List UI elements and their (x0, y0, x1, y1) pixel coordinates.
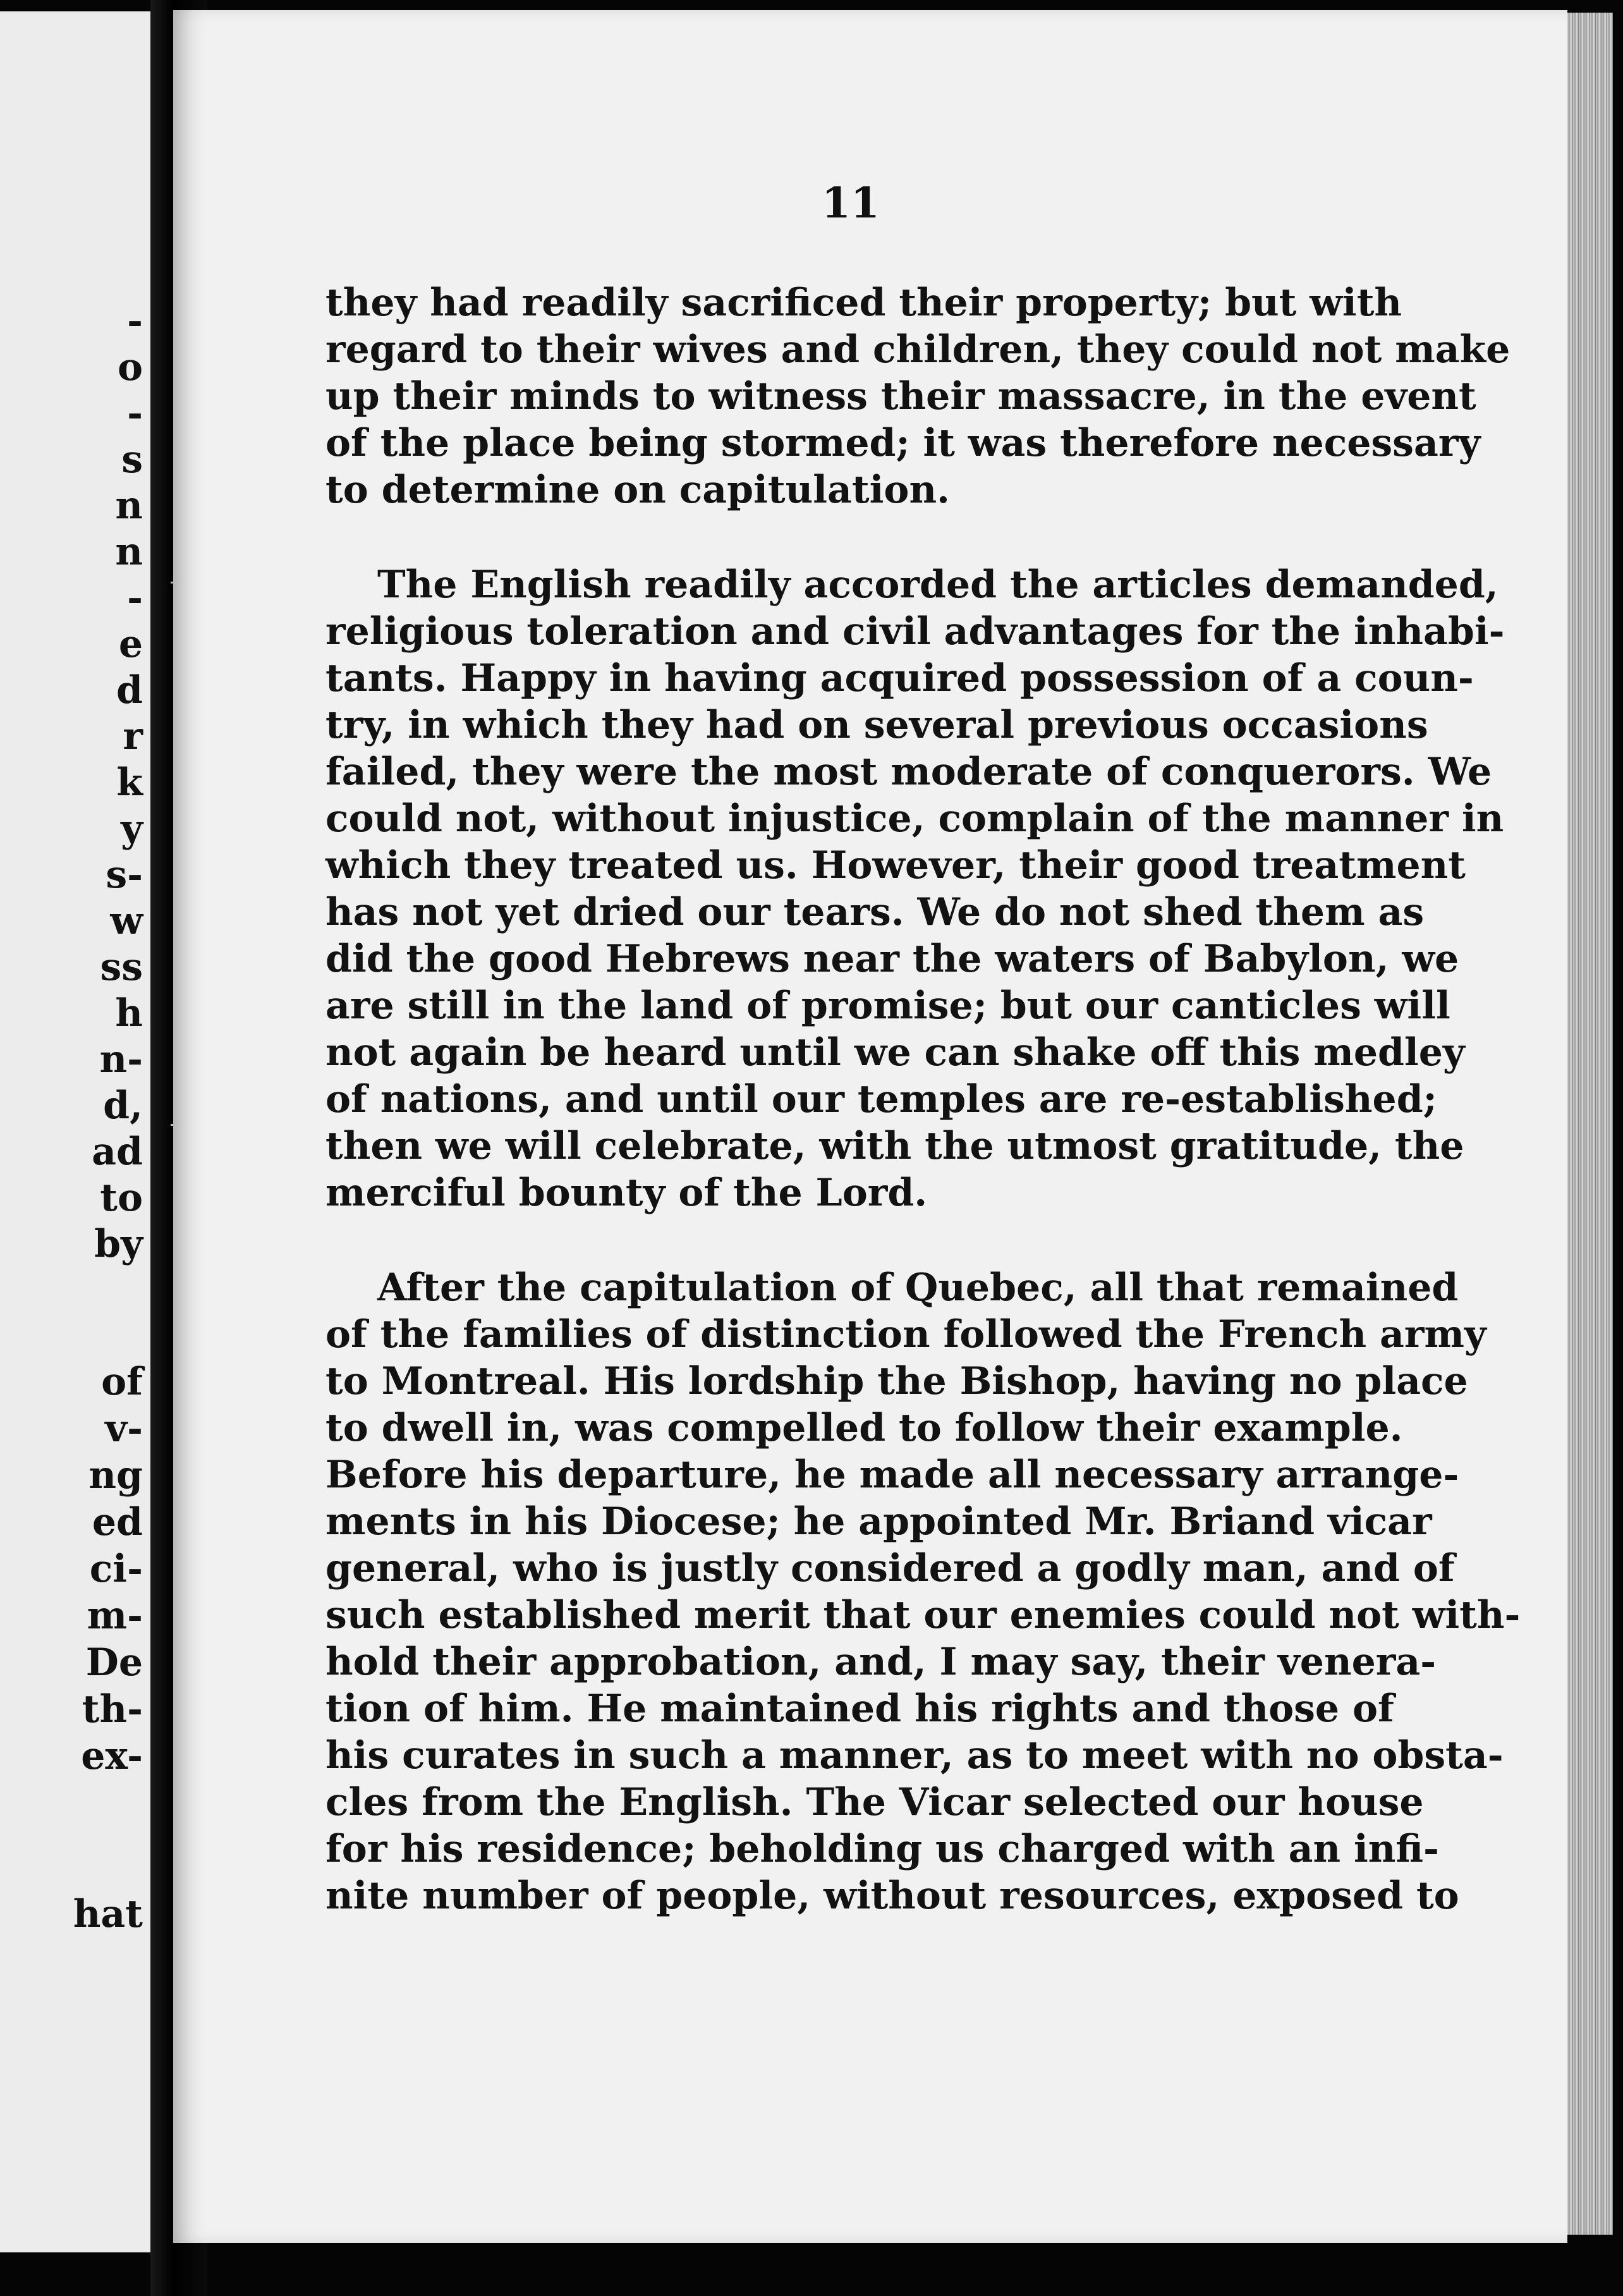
text-line: general, who is justly considered a godly man, and of (325, 1546, 1455, 1591)
previous-page-fragment: n (115, 484, 143, 528)
previous-page-fragment: s (121, 437, 143, 482)
text-line: such established merit that our enemies could not with- (325, 1593, 1521, 1637)
text-line: merciful bounty of the Lord. (325, 1171, 928, 1215)
text-line: ments in his Diocese; he appointed Mr. Briand vicar (325, 1499, 1432, 1544)
previous-page-fragment: - (127, 299, 143, 343)
previous-page-fragment: ss (100, 945, 143, 989)
text-line: could not, without injustice, complain of the manner in (325, 797, 1504, 841)
text-line: which they treated us. However, their good treatment (325, 843, 1466, 888)
text-line: his curates in such a manner, as to meet with no obsta- (325, 1733, 1504, 1778)
previous-page-fragment: De (85, 1640, 143, 1685)
text-line: tion of him. He maintained his rights and those of (325, 1687, 1394, 1731)
text-line: cles from the English. The Vicar selected our house (325, 1780, 1424, 1824)
previous-page-fragment: v- (105, 1407, 143, 1451)
text-line: religious toleration and civil advantages for the inhabi- (325, 609, 1505, 654)
text-line: to dwell in, was compelled to follow their example. (325, 1406, 1403, 1450)
previous-page-fragment: d, (103, 1084, 143, 1128)
text-line: regard to their wives and children, they could not make (325, 327, 1511, 372)
previous-page-fragment: ex- (81, 1734, 143, 1778)
previous-page-fragment: of (101, 1360, 143, 1404)
text-line: failed, they were the most moderate of conquerors. We (325, 750, 1492, 794)
previous-page-fragment: th- (82, 1687, 143, 1731)
previous-page-fragment: to (100, 1176, 143, 1220)
text-line: hold their approbation, and, I may say, their venera- (325, 1640, 1437, 1684)
previous-page-fragment: ed (92, 1500, 143, 1544)
previous-page-fragment: o (117, 345, 143, 389)
previous-page-fragment: ng (88, 1453, 143, 1498)
text-line: for his residence; beholding us charged with an infi- (325, 1827, 1439, 1871)
previous-page-fragment: w (110, 899, 143, 943)
previous-page-fragment: d (116, 668, 143, 712)
text-line: The English readily accorded the articles demanded, (377, 563, 1498, 607)
text-line: of nations, and until our temples are re-established; (325, 1077, 1437, 1121)
previous-page-edge (0, 11, 150, 2252)
page-body-text (325, 279, 1521, 1919)
previous-page-fragment: ci- (89, 1547, 143, 1591)
text-line: not again be heard until we can shake off this medley (325, 1030, 1465, 1075)
text-line: nite number of people, without resources, exposed to (325, 1874, 1459, 1918)
previous-page-fragment: s- (106, 853, 143, 897)
paragraph (325, 279, 1511, 513)
previous-page-fragment: h (115, 991, 143, 1035)
text-line: did the good Hebrews near the waters of Babylon, we (325, 937, 1459, 981)
previous-page-fragment: m- (87, 1594, 143, 1638)
previous-page-fragment: n (115, 530, 143, 574)
previous-page-fragment: n- (99, 1037, 143, 1082)
previous-page-fragment: ad (92, 1130, 143, 1174)
text-line: of the place being stormed; it was therefore necessary (325, 421, 1481, 465)
text-line: of the families of distinction followed the French army (325, 1312, 1486, 1357)
text-line: are still in the land of promise; but our canticles will (325, 984, 1450, 1028)
text-line: After the capitulation of Quebec, all that remained (377, 1266, 1459, 1310)
text-line: to Montreal. His lordship the Bishop, having no place (325, 1359, 1468, 1403)
page-number: 11 (822, 178, 880, 228)
paragraph (325, 1264, 1521, 1919)
previous-page-fragment: r (123, 714, 143, 759)
previous-page-fragment: - (127, 576, 143, 620)
text-line: Before his departure, he made all necessary arrange- (325, 1453, 1459, 1497)
previous-page-fragment: by (94, 1222, 143, 1266)
paragraph (325, 561, 1505, 1216)
text-line: then we will celebrate, with the utmost gratitude, the (325, 1124, 1464, 1168)
text-line: tants. Happy in having acquired possession of a coun- (325, 656, 1474, 700)
text-line: up their minds to witness their massacre, in the event (325, 374, 1476, 418)
previous-page-fragment: hat (73, 1892, 143, 1936)
previous-page-fragment: k (116, 760, 143, 805)
text-line: they had readily sacrificed their property; but with (325, 281, 1402, 325)
previous-page-fragment: - (127, 391, 143, 436)
text-line: try, in which they had on several previous occasions (325, 703, 1428, 747)
previous-page-fragment: y (121, 807, 143, 851)
previous-page-fragment: e (118, 622, 143, 666)
text-line: to determine on capitulation. (325, 468, 950, 512)
text-line: has not yet dried our tears. We do not shed them as (325, 890, 1425, 934)
page-edges-stack (1567, 13, 1613, 2235)
